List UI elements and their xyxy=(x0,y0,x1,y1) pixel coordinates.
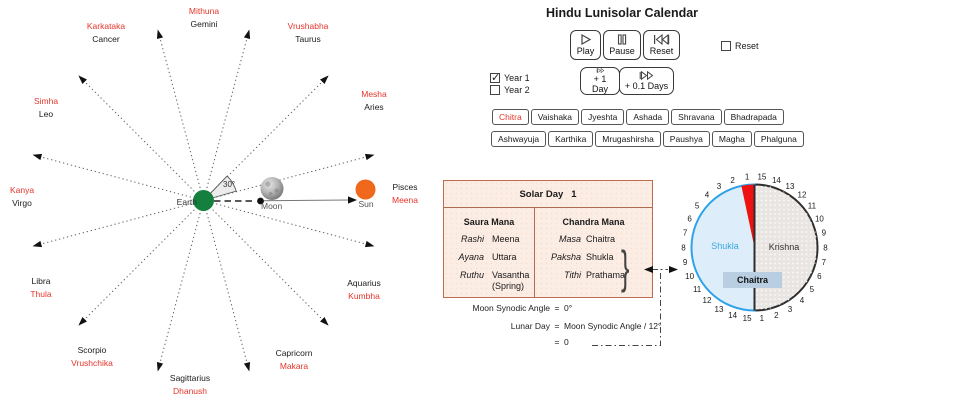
zodiac-sign-dhanush xyxy=(170,372,210,398)
ray-arrowhead xyxy=(33,154,43,160)
mana-row-label: Paksha xyxy=(550,252,581,262)
sun-label: Sun xyxy=(358,199,374,209)
tithi-number: 13 xyxy=(714,304,724,314)
mana-row-value: Chaitra xyxy=(586,234,616,244)
tithi-number: 15 xyxy=(757,172,767,182)
sign-name-top: Scorpio xyxy=(77,345,107,355)
month-button-bhadrapada[interactable]: Bhadrapada xyxy=(724,109,784,125)
step-forward-icon xyxy=(639,71,654,80)
earth-label: Earth xyxy=(176,197,197,207)
tithi-number: 4 xyxy=(704,190,710,200)
mana-row-label: Ruthu xyxy=(459,270,484,280)
tithi-number: 10 xyxy=(814,214,824,224)
month-button-ashwayuja[interactable]: Ashwayuja xyxy=(491,131,546,147)
sign-name-top: Mesha xyxy=(361,89,387,99)
month-button-karthika[interactable]: Karthika xyxy=(548,131,593,147)
mana-row xyxy=(444,234,534,245)
tithi-number: 5 xyxy=(694,201,700,211)
year2-checkbox[interactable] xyxy=(490,85,500,95)
rashi-boundary-ray xyxy=(81,78,194,191)
sun-circle xyxy=(356,180,376,200)
step-forward-icon xyxy=(593,68,608,73)
sign-name-top: Sagittarius xyxy=(169,373,211,383)
moon-label: Moon xyxy=(261,201,283,211)
rashi-boundary-ray xyxy=(36,156,191,197)
ray-arrowhead xyxy=(33,241,43,247)
mana-row-value: Uttara xyxy=(492,252,517,262)
mana-row-value: Vasantha (Spring) xyxy=(492,270,530,291)
ray-arrowhead xyxy=(365,241,375,247)
mana-row-label: Rashi xyxy=(460,234,484,244)
shukla-label: Shukla xyxy=(711,241,739,251)
plus-point-one-days-button[interactable]: + 0.1 Days xyxy=(619,67,674,95)
month-button-ashada[interactable]: Ashada xyxy=(626,109,669,125)
ray-arrowhead xyxy=(244,362,250,372)
tithi-number: 2 xyxy=(774,310,779,320)
tithi-bracket: } xyxy=(621,241,630,293)
play-button[interactable]: Play xyxy=(570,30,601,60)
tithi-number: 1 xyxy=(744,172,750,182)
rashi-boundary-ray xyxy=(207,213,248,368)
tithi-number: 3 xyxy=(787,304,793,314)
pause-button[interactable]: Pause xyxy=(603,30,641,60)
page-title: Hindu Lunisolar Calendar xyxy=(545,6,699,20)
sign-name-top: Vrushabha xyxy=(287,21,329,31)
zodiac-sign-makara xyxy=(276,347,313,373)
sign-name-top: Libra xyxy=(31,276,51,286)
ray-arrowhead xyxy=(157,362,163,372)
tithi-number: 12 xyxy=(797,190,807,200)
formula-rhs: 0 xyxy=(564,337,569,347)
tithi-number: 14 xyxy=(771,175,781,185)
mana-row xyxy=(444,270,534,292)
mana-row xyxy=(535,270,652,281)
ray-arrowhead xyxy=(78,75,87,84)
formula-lhs: Moon Synodic Angle xyxy=(472,303,550,313)
moon-crater xyxy=(269,192,272,195)
rashi-boundary-ray xyxy=(36,204,191,245)
formula-lhs: Lunar Day xyxy=(510,321,550,331)
sign-name-bottom: Gemini xyxy=(190,19,218,29)
solar-day-value: 1 xyxy=(571,188,577,200)
sign-name-bottom: Meena xyxy=(392,195,418,205)
zodiac-sign-kumbha xyxy=(347,277,381,303)
tithi-number: 14 xyxy=(728,310,738,320)
tithi-number: 3 xyxy=(716,181,722,191)
sign-name-bottom: Dhanush xyxy=(172,386,208,396)
sign-name-bottom: Virgo xyxy=(12,198,32,208)
mana-row-label: Masa xyxy=(558,234,581,244)
sign-name-bottom: Thula xyxy=(30,289,52,299)
tithi-number: 5 xyxy=(809,285,815,294)
formula-equals: = xyxy=(554,321,560,331)
month-button-shravana[interactable]: Shravana xyxy=(671,109,721,125)
sign-name-top: Kanya xyxy=(9,185,35,195)
reset-checkbox[interactable] xyxy=(721,41,731,51)
formula-equals: = xyxy=(554,337,560,347)
month-button-mrugashirsha[interactable]: Mrugashirsha xyxy=(595,131,661,147)
tithi-number: 9 xyxy=(682,258,688,268)
wheel-month-label: Chaitra xyxy=(723,272,782,288)
tithi-number: 2 xyxy=(730,175,735,185)
formula-rhs: 0° xyxy=(564,303,573,313)
mana-row xyxy=(444,252,534,263)
tithi-number: 6 xyxy=(687,214,692,224)
tithi-number: 8 xyxy=(823,243,828,253)
zodiac-sign-meena xyxy=(392,181,418,207)
sign-name-top: Mithuna xyxy=(188,6,220,16)
sign-name-bottom: Vrushchika xyxy=(71,358,113,368)
sign-name-bottom: Taurus xyxy=(295,34,321,44)
reset-checkbox-label: Reset xyxy=(735,41,759,51)
zodiac-sign-leo xyxy=(34,95,58,121)
month-button-chitra[interactable]: Chitra xyxy=(492,109,529,125)
mana-row-value: Meena xyxy=(492,234,520,244)
month-button-jyeshta[interactable]: Jyeshta xyxy=(581,109,624,125)
zodiac-sign-virgo xyxy=(10,184,34,210)
tithi-number: 1 xyxy=(759,313,765,323)
mana-row-label: Ayana xyxy=(458,252,484,262)
formula-rhs: Moon Synodic Angle / 12° xyxy=(564,321,662,331)
rashi-boundary-ray xyxy=(207,33,248,188)
ray-arrowhead xyxy=(244,30,250,40)
month-button-magha[interactable]: Magha xyxy=(712,131,752,147)
sign-name-bottom: Makara xyxy=(279,361,309,371)
zodiac-sign-gemini xyxy=(189,5,219,31)
saura-mana-column: Saura Mana Rashi Meena Ayana Uttara Ruthu Vasantha (Spring) xyxy=(444,208,534,297)
sign-name-top: Aquarius xyxy=(347,278,381,288)
ray-arrowhead xyxy=(320,317,329,326)
sign-name-top: Capricorn xyxy=(275,348,313,358)
reset-button[interactable]: Reset xyxy=(643,30,680,60)
rashi-boundary-ray xyxy=(81,210,194,323)
zodiac-sign-taurus xyxy=(288,20,329,46)
year2-checkbox-row xyxy=(490,85,530,95)
sector-angle-label: 30° xyxy=(223,180,236,189)
moon-crater xyxy=(265,181,270,186)
sign-name-bottom: Kumbha xyxy=(348,291,380,301)
mana-row-label: Tithi xyxy=(564,270,581,280)
year2-label: Year 2 xyxy=(504,85,530,95)
solar-day-header: Solar Day 1 xyxy=(444,181,652,208)
zodiac-sign-thula xyxy=(30,275,51,301)
step-controls xyxy=(580,67,674,95)
tithi-number: 9 xyxy=(821,228,827,238)
tithi-number: 6 xyxy=(817,272,822,282)
sign-name-bottom: Leo xyxy=(38,109,54,119)
tithi-number: 10 xyxy=(685,272,695,282)
reset-checkbox-row xyxy=(721,41,759,51)
sign-name-top: Simha xyxy=(33,96,59,106)
rashi-boundary-ray xyxy=(216,156,371,197)
formula-lhs xyxy=(445,337,550,348)
moon-crater xyxy=(275,189,279,193)
mana-row xyxy=(535,252,652,263)
ray-arrowhead xyxy=(157,30,163,40)
tithi-number: 11 xyxy=(692,285,702,294)
skip-to-start-icon xyxy=(653,34,670,45)
krishna-label: Krishna xyxy=(768,242,800,252)
sign-name-bottom: Cancer xyxy=(92,34,120,44)
tithi-number: 12 xyxy=(702,296,712,306)
month-button-phalguna[interactable]: Phalguna xyxy=(754,131,804,147)
year1-label: Year 1 xyxy=(504,73,530,83)
sign-name-bottom: Aries xyxy=(364,102,384,112)
month-buttons-row1 xyxy=(492,109,784,125)
chandra-mana-column: Chandra Mana Masa Chaitra Paksha Shukla Tithi Prathama xyxy=(534,208,652,297)
rashi-boundary-ray xyxy=(213,78,326,191)
mana-row-value: Shukla xyxy=(586,252,614,262)
zodiac-sign-vrushchika xyxy=(71,344,113,370)
tithi-number: 7 xyxy=(682,228,688,238)
tithi-number: 7 xyxy=(821,258,827,268)
mana-row-value: Prathama xyxy=(586,270,626,280)
month-button-vaishaka[interactable]: Vaishaka xyxy=(531,109,579,125)
ray-arrowhead xyxy=(365,154,375,160)
zodiac-sign-aries xyxy=(361,88,387,114)
tithi-number: 13 xyxy=(785,181,795,191)
rashi-boundary-ray xyxy=(213,210,326,323)
mana-row xyxy=(535,234,652,245)
zodiac-sign-cancer xyxy=(87,20,125,46)
month-buttons-row2 xyxy=(491,131,804,147)
formula-line xyxy=(445,303,572,314)
rashi-boundary-ray xyxy=(159,33,200,188)
play-icon xyxy=(580,34,592,45)
formula-line xyxy=(445,321,661,332)
month-button-paushya[interactable]: Paushya xyxy=(663,131,710,147)
tithi-number: 11 xyxy=(807,201,817,211)
pause-icon xyxy=(616,34,628,45)
sign-name-top: Karkataka xyxy=(86,21,126,31)
formula-line xyxy=(445,337,569,348)
rashi-boundary-ray xyxy=(216,204,371,245)
tithi-number: 15 xyxy=(742,313,752,323)
moon-sphere xyxy=(261,177,284,200)
plus-one-day-button[interactable]: + 1 Day xyxy=(580,67,620,95)
sign-name-top: Pisces xyxy=(392,182,418,192)
tithi-number: 4 xyxy=(799,296,805,306)
transport-controls xyxy=(570,30,680,60)
rashi-boundary-ray xyxy=(159,213,200,368)
tithi-number: 8 xyxy=(681,243,686,253)
year1-checkbox-row xyxy=(490,73,530,83)
year1-checkbox[interactable] xyxy=(490,73,500,83)
formula-equals: = xyxy=(554,303,560,313)
